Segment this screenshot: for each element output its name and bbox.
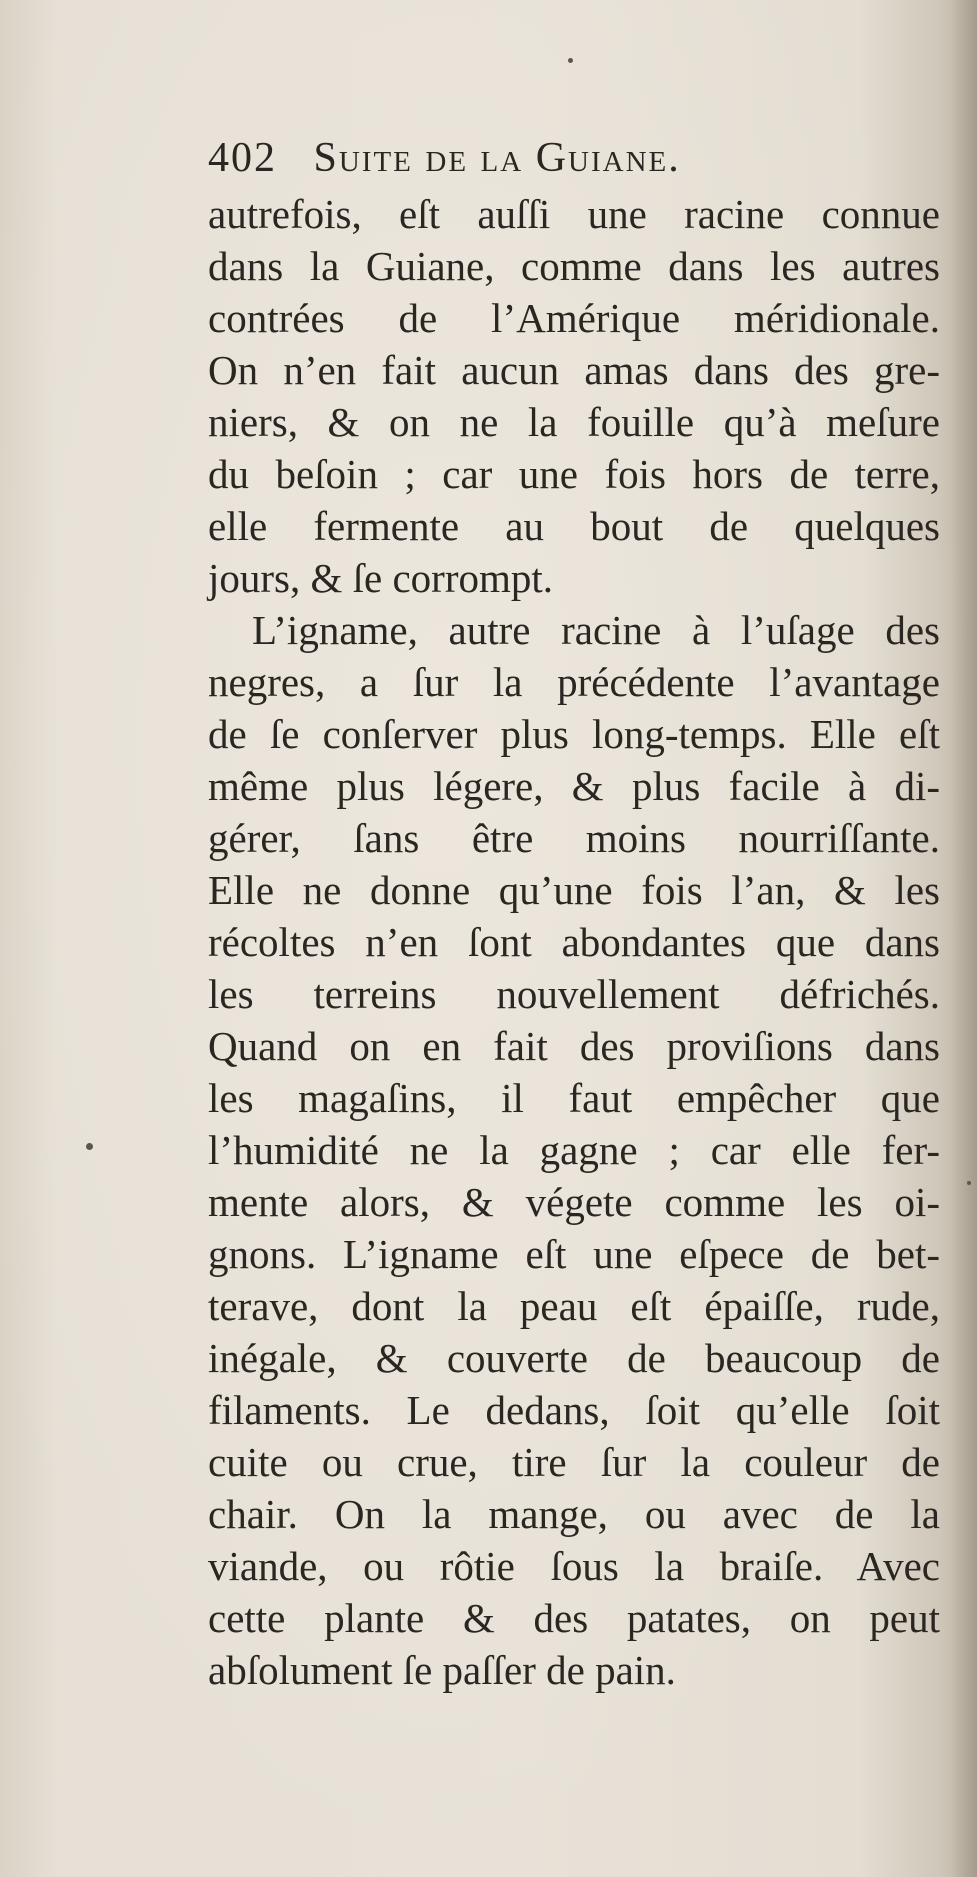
text-line: gérer, ſans être moins nourriſſante. — [208, 815, 940, 861]
text-line: filaments. Le dedans, ſoit qu’elle ſoit — [208, 1387, 940, 1433]
page-number: 402 — [208, 135, 277, 181]
text-line: récoltes n’en ſont abondantes que dans — [208, 919, 940, 965]
text-line: abſolument ſe paſſer de pain. — [208, 1647, 676, 1693]
page-edge-shadow — [951, 0, 977, 1877]
text-line: dans la Guiane, comme dans les autres — [208, 243, 940, 289]
paper-speck — [86, 1143, 93, 1150]
text-line: autrefois, eſt auſſi une racine connue — [208, 191, 940, 237]
text-line: niers, & on ne la fouille qu’à meſure — [208, 399, 940, 445]
text-line: l’humidité ne la gagne ; car elle fer- — [208, 1127, 940, 1173]
paper-speck — [568, 58, 573, 63]
text-line: cette plante & des patates, on peut — [208, 1595, 940, 1641]
page-header — [208, 128, 858, 188]
text-line: Elle ne donne qu’une fois l’an, & les — [208, 867, 940, 913]
text-line: mente alors, & végete comme les oi- — [208, 1179, 940, 1225]
running-title: Suite de la Guiane. — [313, 135, 681, 181]
text-line: inégale, & couverte de beaucoup de — [208, 1335, 940, 1381]
text-line: jours, & ſe corrompt. — [208, 555, 554, 601]
text-line: terave, dont la peau eſt épaiſſe, rude, — [208, 1283, 940, 1329]
text-line: même plus légere, & plus facile à di- — [208, 763, 940, 809]
text-line: chair. On la mange, ou avec de la — [208, 1491, 940, 1537]
text-line: contrées de l’Amérique méridionale. — [208, 295, 940, 341]
paragraph-first-line: L’igname, autre racine à l’uſage des — [252, 607, 940, 653]
text-line: viande, ou rôtie ſous la braiſe. Avec — [208, 1543, 940, 1589]
text-line: gnons. L’igname eſt une eſpece de bet- — [208, 1231, 940, 1277]
text-line: de ſe conſerver plus long-temps. Elle eſt — [208, 711, 940, 757]
paper-speck — [967, 1181, 971, 1185]
text-line: du beſoin ; car une fois hors de terre, — [208, 451, 940, 497]
text-line: cuite ou crue, tire ſur la couleur de — [208, 1439, 940, 1485]
text-line: negres, a ſur la précédente l’avantage — [208, 659, 940, 705]
text-line: Quand on en fait des proviſions dans — [208, 1023, 940, 1069]
body-text — [208, 188, 940, 1696]
text-line: les magaſins, il faut empêcher que — [208, 1075, 940, 1121]
text-line: On n’en fait aucun amas dans des gre- — [208, 347, 940, 393]
text-line: elle fermente au bout de quelques — [208, 503, 940, 549]
text-line: les terreins nouvellement défrichés. — [208, 971, 940, 1017]
